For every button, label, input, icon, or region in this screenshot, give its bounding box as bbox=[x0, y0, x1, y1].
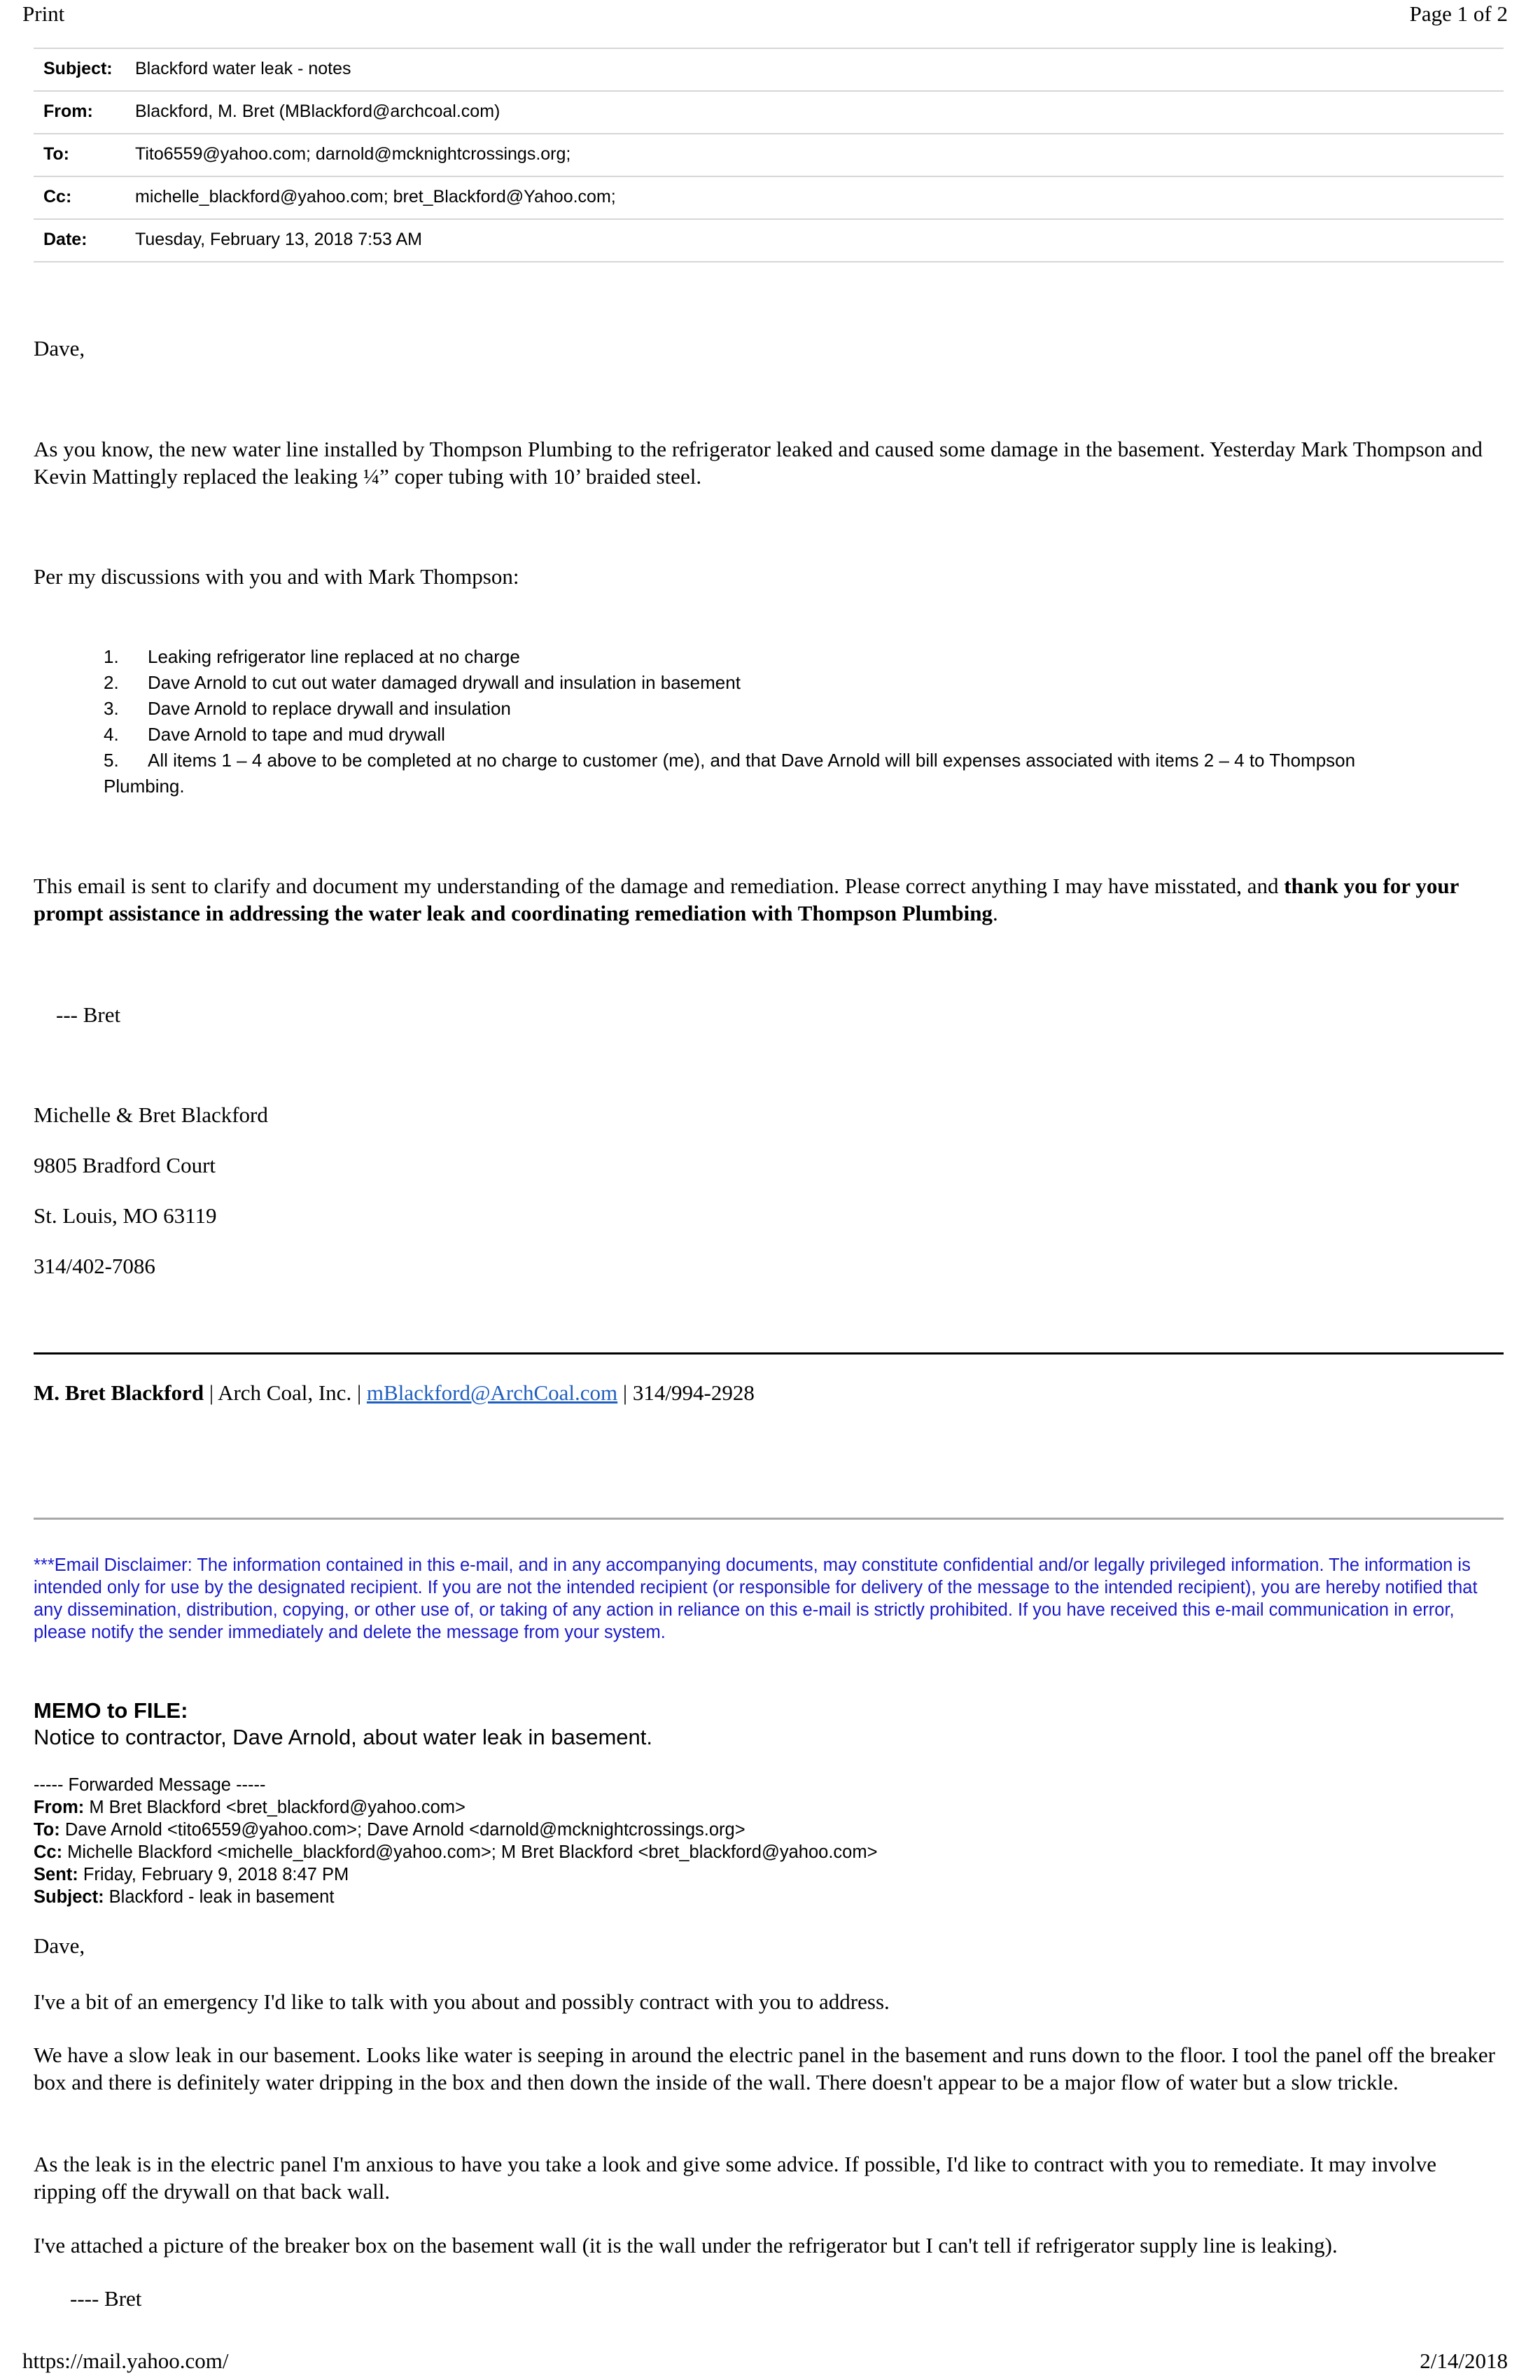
list-item bbox=[34, 748, 1497, 774]
list-text: Dave Arnold to replace drywall and insulation bbox=[148, 698, 511, 719]
forwarded-sent-label: Sent: bbox=[34, 1865, 78, 1884]
forwarded-subject-value: Blackford - leak in basement bbox=[104, 1887, 335, 1907]
forwarded-from-label: From: bbox=[34, 1798, 85, 1817]
subject-value: Blackford water leak - notes bbox=[135, 59, 351, 78]
date-row bbox=[34, 220, 1504, 262]
to-value: Tito6559@yahoo.com; darnold@mcknightcrossings.org; bbox=[135, 144, 571, 164]
list-text: Dave Arnold to tape and mud drywall bbox=[148, 724, 445, 745]
forwarded-marker: ----- Forwarded Message ----- bbox=[34, 1775, 266, 1795]
signature-city: St. Louis, MO 63119 bbox=[34, 1203, 217, 1228]
forwarded-subject-row bbox=[34, 1886, 1497, 1908]
cc-label: Cc: bbox=[43, 187, 72, 206]
print-header-label: Print bbox=[22, 1, 65, 26]
memo-title: MEMO to FILE: bbox=[34, 1698, 188, 1723]
paragraph-1: As you know, the new water line installed by Thompson Plumbing to the refrigerator leaked and caused some damage in the basement. Yesterday Mark Thompson and Kevin Mattingly replaced the leaking ¼” coper tubing with 10’ braided steel. bbox=[34, 437, 1483, 489]
to-row bbox=[34, 134, 1504, 177]
list-number: 1. bbox=[104, 646, 119, 667]
list-number: 4. bbox=[104, 724, 119, 745]
forwarded-cc-value: Michelle Blackford <michelle_blackford@yahoo.com>; M Bret Blackford <bret_blackford@yahoo.com> bbox=[62, 1842, 878, 1862]
forwarded-cc-row bbox=[34, 1841, 1497, 1863]
memo-paragraph-3: As the leak is in the electric panel I'm anxious to have you take a look and give some advice. If possible, I'd like to contract with you to remediate. It may involve ripping off the drywall on that back wall. bbox=[34, 2152, 1437, 2204]
paragraph-3-start: This email is sent to clarify and document my understanding of the damage and remediation. Please correct anything I may have misstated, and bbox=[34, 874, 1284, 898]
work-phone: | 314/994-2928 bbox=[617, 1380, 755, 1405]
forwarded-header bbox=[34, 1774, 1497, 1908]
forwarded-to-row bbox=[34, 1819, 1497, 1841]
signature-street: 9805 Bradford Court bbox=[34, 1153, 216, 1177]
work-company: | Arch Coal, Inc. | bbox=[204, 1380, 367, 1405]
work-signature bbox=[34, 1379, 1497, 1406]
list-text: Leaking refrigerator line replaced at no charge bbox=[148, 646, 520, 667]
memo-paragraph-2: We have a slow leak in our basement. Looks like water is seeping in around the electric panel in the basement and runs down to the floor. I tool the panel off the breaker box and there is definitely water dripping in the box and then down the inside of the wall. There doesn't appear to be a major flow of water but a slow trickle. bbox=[34, 2043, 1495, 2094]
work-email-link[interactable]: mBlackford@ArchCoal.com bbox=[366, 1380, 618, 1405]
list-number: 2. bbox=[104, 672, 119, 693]
memo-paragraph-4: I've attached a picture of the breaker box on the basement wall (it is the wall under the refrigerator but I can't tell if refrigerator supply line is leaking). bbox=[34, 2233, 1338, 2258]
paragraph-3-end: . bbox=[992, 901, 998, 925]
list-item bbox=[34, 722, 1497, 748]
date-label: Date: bbox=[43, 230, 88, 249]
page-number: Page 1 of 2 bbox=[1409, 1, 1508, 26]
memo-paragraph-1: I've a bit of an emergency I'd like to talk with you about and possibly contract with you to address. bbox=[34, 1989, 890, 2014]
list-item-continuation: Plumbing. bbox=[104, 776, 185, 797]
forwarded-from-row bbox=[34, 1796, 1497, 1819]
forwarded-to-label: To: bbox=[34, 1820, 60, 1840]
signature-phone: 314/402-7086 bbox=[34, 1254, 155, 1278]
from-value: Blackford, M. Bret (MBlackford@archcoal.com) bbox=[135, 102, 500, 121]
list-text: Dave Arnold to cut out water damaged drywall and insulation in basement bbox=[148, 672, 741, 693]
paragraph-3-bold: thank you for your prompt assistance in addressing the water leak and coordinating remediation with Thompson Plumbing bbox=[34, 874, 1459, 925]
forwarded-sent-row bbox=[34, 1863, 1497, 1886]
disclaimer-divider bbox=[34, 1518, 1504, 1520]
to-label: To: bbox=[43, 144, 70, 164]
email-disclaimer: ***Email Disclaimer: The information contained in this e-mail, and in any accompanying documents, may constitute confidential and/or legally privileged information. The information is intended only for use by the designated recipient. If you are not the intended recipient (or responsible for delivery of the message to the intended recipient), you are hereby notified that any dissemination, distribution, copying, or other use of, or taking of any action in reliance on this e-mail is strictly prohibited. If you have received this e-mail communication in error, please notify the sender immediately and delete the message from your system. bbox=[34, 1555, 1478, 1642]
forwarded-sent-value: Friday, February 9, 2018 8:47 PM bbox=[78, 1865, 349, 1884]
signature-name: Michelle & Bret Blackford bbox=[34, 1102, 268, 1127]
list-item bbox=[34, 696, 1497, 722]
footer-url: https://mail.yahoo.com/ bbox=[22, 2348, 229, 2373]
forwarded-to-value: Dave Arnold <tito6559@yahoo.com>; Dave Arnold <darnold@mcknightcrossings.org> bbox=[59, 1820, 746, 1840]
forwarded-subject-label: Subject: bbox=[34, 1887, 104, 1907]
list-item bbox=[34, 670, 1497, 696]
list-text: All items 1 – 4 above to be completed at no charge to customer (me), and that Dave Arnold will bill expenses associated with items 2 – 4 to Thompson bbox=[148, 750, 1356, 771]
date-value: Tuesday, February 13, 2018 7:53 AM bbox=[135, 230, 422, 249]
signature-divider bbox=[34, 1352, 1504, 1354]
paragraph-3 bbox=[34, 872, 1497, 927]
email-header-table bbox=[34, 48, 1504, 262]
list-item bbox=[34, 644, 1497, 670]
subject-row bbox=[34, 48, 1504, 92]
memo-subtitle: Notice to contractor, Dave Arnold, about water leak in basement. bbox=[34, 1725, 652, 1749]
list-number: 3. bbox=[104, 698, 119, 719]
paragraph-2: Per my discussions with you and with Mark Thompson: bbox=[34, 564, 519, 589]
work-name: M. Bret Blackford bbox=[34, 1380, 204, 1405]
from-label: From: bbox=[43, 102, 93, 121]
from-row bbox=[34, 92, 1504, 134]
signoff: --- Bret bbox=[56, 1002, 121, 1027]
footer-date: 2/14/2018 bbox=[1420, 2348, 1508, 2373]
cc-value: michelle_blackford@yahoo.com; bret_Blackford@Yahoo.com; bbox=[135, 187, 616, 206]
greeting: Dave, bbox=[34, 336, 85, 360]
memo-signoff: ---- Bret bbox=[70, 2286, 142, 2311]
numbered-list bbox=[34, 644, 1497, 799]
forwarded-from-value: M Bret Blackford <bret_blackford@yahoo.com> bbox=[84, 1798, 465, 1817]
list-number: 5. bbox=[104, 750, 119, 771]
subject-label: Subject: bbox=[43, 59, 113, 78]
forwarded-cc-label: Cc: bbox=[34, 1842, 63, 1862]
memo-greeting: Dave, bbox=[34, 1933, 85, 1958]
cc-row bbox=[34, 177, 1504, 220]
